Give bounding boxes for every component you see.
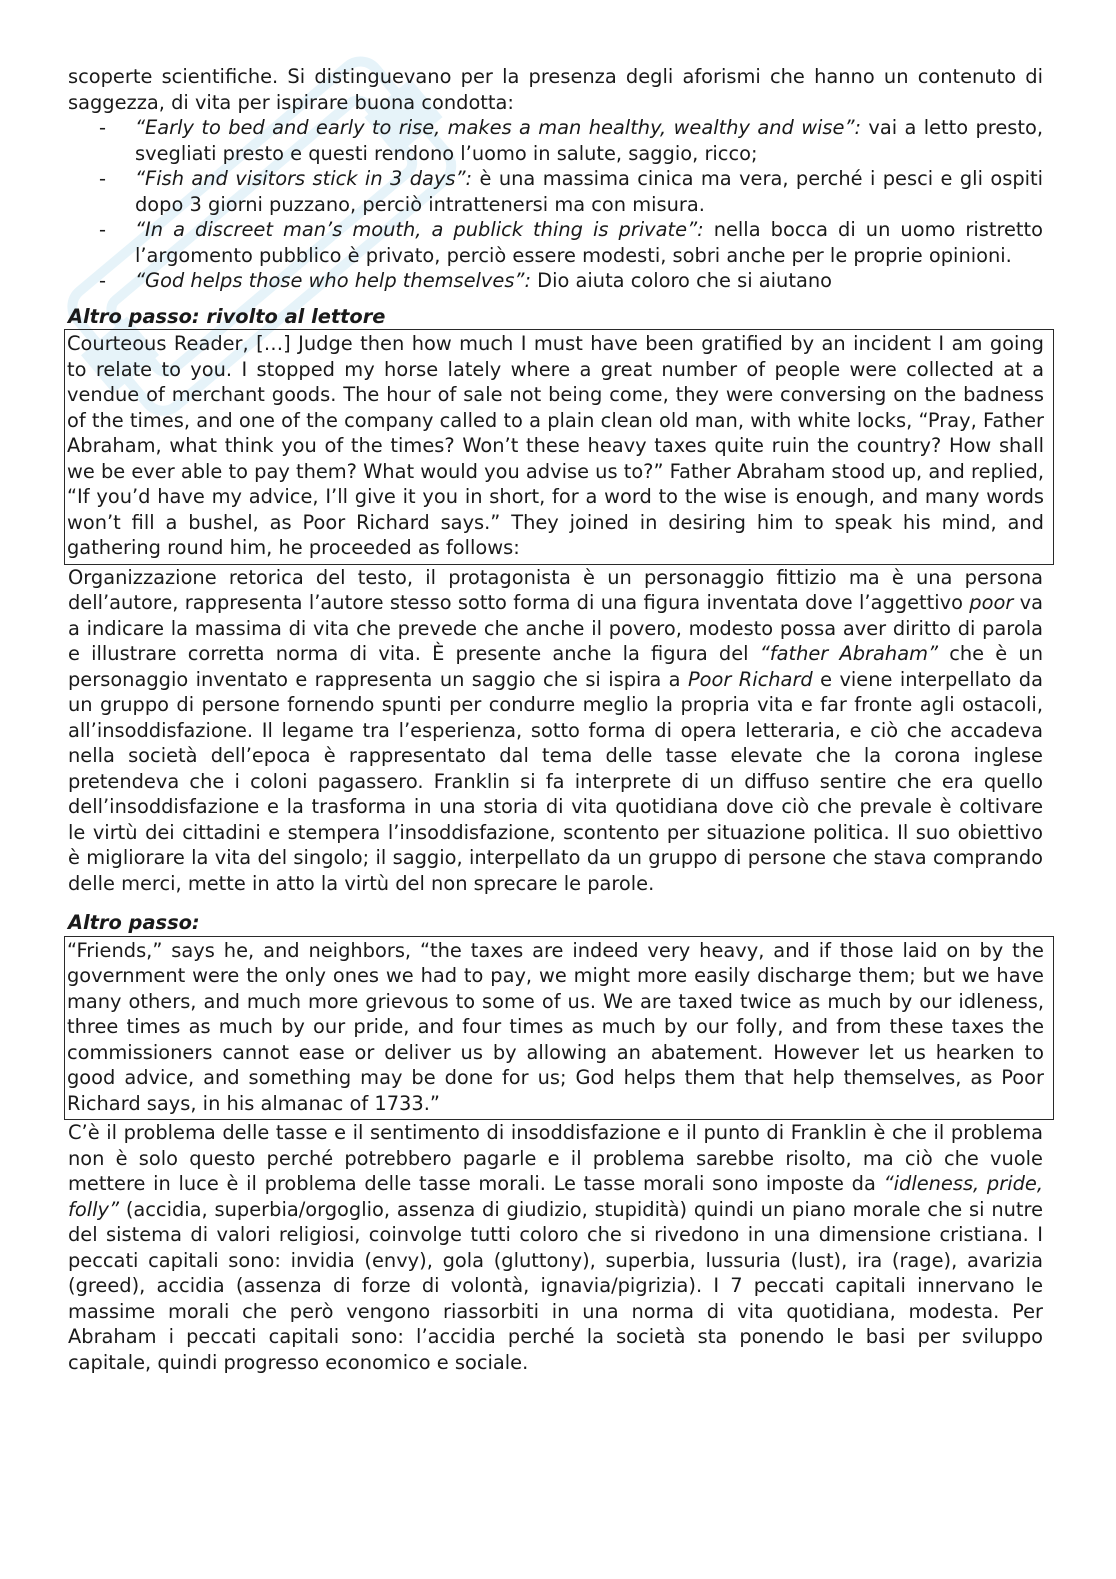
aphorism-list (68, 115, 1043, 294)
aphorism-quote: “God helps those who help themselves”: (135, 269, 532, 292)
aphorism-gloss: nella bocca di un uomo ristretto l’argomento pubblico è privato, perciò essere modesti, sobri anche per le proprie opinioni. (135, 218, 1043, 267)
section-heading-reader: Altro passo: rivolto al lettore (68, 304, 386, 328)
intro-paragraph: scoperte scientifiche. Si distinguevano per la presenza degli aforismi che hanno un contenuto di saggezza, di vita per ispirare buona condotta: (68, 65, 1043, 114)
aphorism-quote: “In a discreet man’s mouth, a publick thing is private”: (135, 218, 704, 241)
quoted-passage-reader (64, 329, 1054, 565)
aphorism-item (135, 217, 1043, 268)
aphorism-quote: “Fish and visitors stick in 3 days”: (135, 167, 473, 190)
aphorism-quote: “Early to bed and early to rise, makes a man healthy, wealthy and wise”: (135, 116, 862, 139)
document-page (68, 64, 1043, 1375)
commentary-paragraph-2: C’è il problema delle tasse e il sentimento di insoddisfazione e il punto di Franklin è che il problema non è solo questo perché potrebbero pagarle e il problema sarebbe risolto, ma ciò che vuole mettere in luce è il problema delle tasse morali. Le tasse morali sono imposte da “idleness, pride, folly” (accidia, superbia/orgoglio, assenza di giudizio, stupidità) quindi un piano morale che si nutre del sistema di valori religiosi, coinvolge tutti coloro che si rivedono in una dimensione cristiana. I peccati capitali sono: invidia (envy), gola (gluttony), superbia, lussuria (lust), ira (rage), avarizia (greed), accidia (assenza di forze di volontà, ignavia/pigrizia). I 7 peccati capitali innervano le massime morali che però vengono riassorbiti in una norma di vita quotidiana, modesta. Per Abraham i peccati capitali sono: l’accidia perché la società sta ponendo le basi per sviluppo capitale, quindi progresso economico e sociale. (68, 1121, 1043, 1374)
aphorism-item (135, 115, 1043, 166)
aphorism-gloss: è una massima cinica ma vera, perché i pesci e gli ospiti dopo 3 giorni puzzano, perciò intrattenersi ma con misura. (135, 167, 1044, 216)
aphorism-gloss: Dio aiuta coloro che si aiutano (531, 269, 832, 292)
aphorism-item (135, 166, 1043, 217)
section-heading-2: Altro passo: (68, 911, 200, 934)
passage-text: Courteous Reader, […] Judge then how much I must have been gratified by an incident I am going to relate to you. I stopped my horse lately where a great number of people were collected at a vendue of merchant goods. The hour of sale not being come, they were conversing on the badness of the times, and one of the company called to a plain clean old man, with white locks, “Pray, Father Abraham, what think you of the times? Won’t these heavy taxes quite ruin the country? How shall we be ever able to pay them? What would you advise us to?” Father Abraham stood up, and replied, “If you’d have my advice, I’ll give it you in short, for a word to the wise is enough, and many words won’t fill a bushel, as Poor Richard says.” They joined in desiring him to speak his mind, and gathering round him, he proceeded as follows: (67, 332, 1044, 559)
aphorism-gloss: vai a letto presto, svegliati presto e questi rendono l’uomo in salute, saggio, ricco; (135, 116, 1043, 165)
commentary-paragraph-1: Organizzazione retorica del testo, il protagonista è un personaggio fittizio ma è una persona dell’autore, rappresenta l’autore stesso sotto forma di una figura inventata dove l’aggettivo poor va a indicare la massima di vita che prevede che anche il povero, modesto possa aver diritto di parola e illustrare corretta norma di vita. È presente anche la figura del “father Abraham” che è un personaggio inventato e rappresenta un saggio che si ispira a Poor Richard e viene interpellato da un gruppo di persone fornendo spunti per condurre meglio la propria vita e far fronte agli ostacoli, all’insoddisfazione. Il legame tra l’esperienza, sotto forma di opera letteraria, e ciò che accadeva nella società dell’epoca è rappresentato dal tema delle tasse elevate che la corona inglese pretendeva che i coloni pagassero. Franklin si fa interprete di un diffuso sentire che era quello dell’insoddisfazione e la trasforma in una storia di vita quotidiana dove ciò che prevale è coltivare le virtù dei cittadini e stempera l’insoddisfazione, scontento per situazione politica. Il suo obiettivo è migliorare la vita del singolo; il saggio, interpellato da un gruppo di persone che stava comprando delle merci, mette in atto la virtù del non sprecare le parole. (68, 565, 1043, 895)
aphorism-item (135, 268, 1043, 294)
passage-text: “Friends,” says he, and neighbors, “the taxes are indeed very heavy, and if those laid on by the government were the only ones we had to pay, we might more easily discharge them; but we have many others, and much more grievous to some of us. We are taxed twice as much by our idleness, three times as much by our pride, and four times as much by our folly, and from these taxes the commissioners cannot ease or deliver us by allowing an abatement. However let us hearken to good advice, and something may be done for us; God helps them that help themselves, as Poor Richard says, in his almanac of 1733.” (67, 938, 1044, 1115)
quoted-passage-friends (64, 936, 1054, 1121)
